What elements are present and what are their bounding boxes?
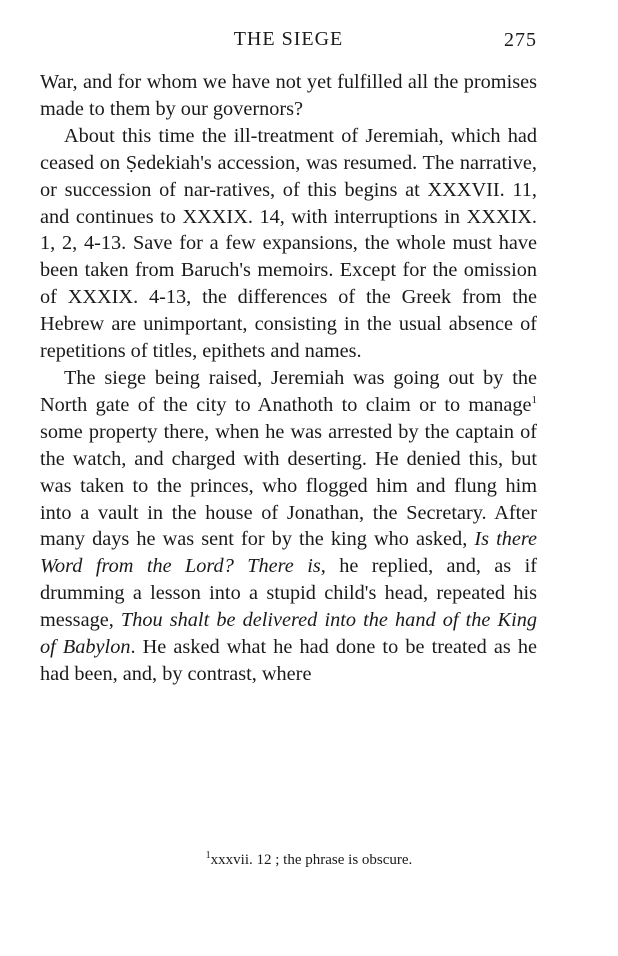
paragraph-3-text-a: The siege being raised, Jeremiah was going out by the North gate of the city to Anathoth to claim or to manage [40, 366, 537, 416]
paragraph-2: About this time the ill-treatment of Jeremiah, which had ceased on Ṣedekiah's accession, was resumed. The narrative, or succession of nar-ratives, of this begins at XXXVII. 11, and continues to XXXIX. 14, with interruptions in XXXIX. 1, 2, 4-13. Save for a few expansions, the whole must have been taken from Baruch's memoirs. Except for the omission of XXXIX. 4-13, the differences of the Greek from the Hebrew are unimportant, consisting in the usual absence of repetitions of titles, epithets and names. [40, 124, 537, 363]
page-number: 275 [504, 29, 537, 51]
paragraph-3 [40, 365, 537, 688]
running-head [40, 28, 537, 56]
paragraph-3-text-b: some property there, when he was arrested by the captain of the watch, and charged with deserting. He denied this, but was taken to the princes, who flogged him and flung him into a vault in the house of Jonathan, the Secretary. After many days he was sent for by the king who asked, [40, 420, 537, 551]
paragraph-3-text-d: . He asked what he had done to be treated as he had been, and, by contrast, where [40, 636, 537, 685]
footnote-marker: 1 [205, 850, 211, 861]
footnote-reference[interactable]: 1 [531, 394, 537, 407]
italic-quotation-1: Is there Word from the Lord? There is [40, 528, 537, 578]
footnote-text: xxxvii. 12 ; the phrase is obscure. [210, 852, 413, 868]
paragraph-1: War, and for whom we have not yet fulfilled all the promises made to them by our governors? [40, 71, 537, 120]
body-text [40, 69, 537, 688]
footnote [0, 852, 618, 869]
italic-quotation-2: Thou shalt be delivered into the hand of the King of Babylon [40, 609, 537, 659]
paragraph-3-text-c: , he replied, and, as if drumming a lesson into a stupid child's head, repeated his message, [40, 555, 537, 632]
running-title: THE SIEGE [233, 28, 344, 50]
